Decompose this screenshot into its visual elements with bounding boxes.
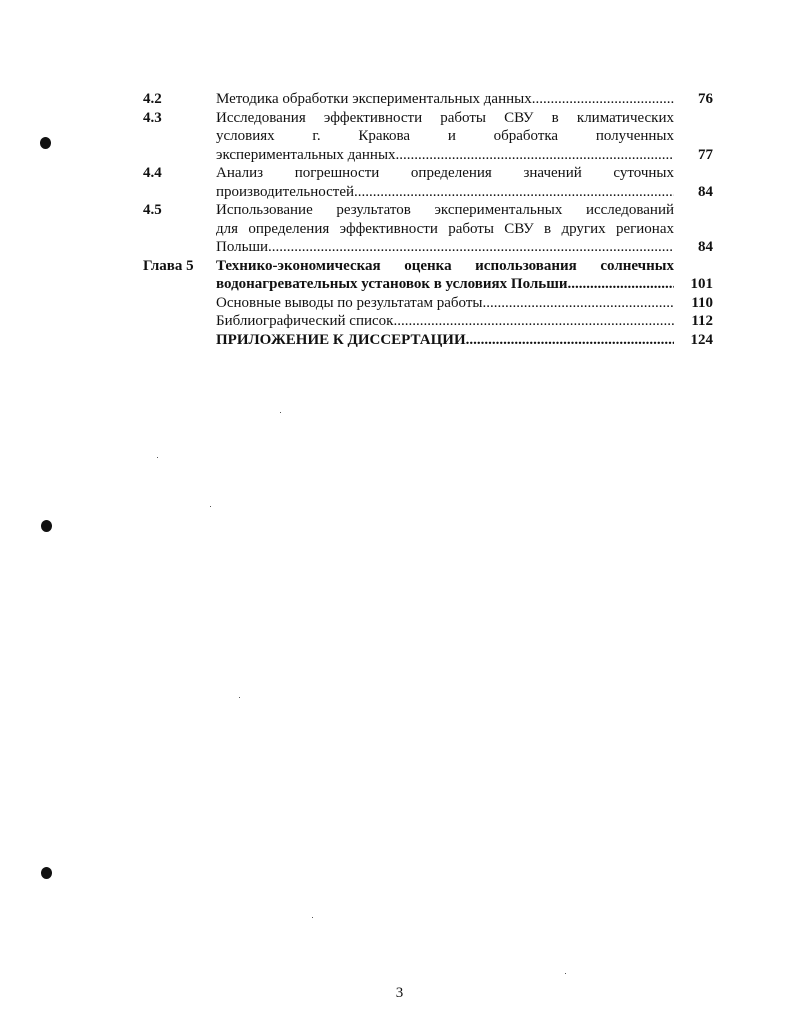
toc-leader-dots	[482, 294, 674, 313]
toc-entry-page: 76	[698, 91, 713, 107]
toc-title-last-line	[216, 146, 674, 165]
toc-leader-dots	[354, 183, 674, 202]
toc-title-last-line	[216, 331, 674, 350]
toc-entry-number: 4.5	[143, 202, 162, 218]
toc-leader-dots	[532, 90, 674, 109]
page-number: 3	[395, 985, 404, 1001]
toc-title-text: Польши	[216, 239, 269, 255]
toc-entry-page: 110	[691, 294, 713, 311]
toc-title-text: водонагревательных установок в условиях Польши	[216, 276, 568, 292]
toc-leader-dots	[568, 275, 674, 294]
toc-entry-page: 101	[690, 276, 713, 292]
toc-entry-number: 4.4	[143, 165, 162, 181]
toc-entry-title	[216, 331, 674, 350]
toc-leader-dots	[466, 331, 674, 350]
toc-entry	[143, 294, 713, 313]
toc-entry-number: 4.3	[143, 109, 162, 126]
toc-title-line: Технико-экономическая оценка использования солнечных	[216, 257, 674, 274]
toc-leader-dots	[393, 312, 674, 331]
toc-entry-title	[216, 201, 674, 257]
binder-hole-top	[40, 137, 51, 149]
toc-entry-page: 124	[690, 331, 713, 348]
toc-title-line: Исследования эффективности работы СВУ в климатических	[216, 109, 674, 126]
toc-entry-page: 84	[698, 239, 713, 255]
scan-speck	[157, 457, 158, 458]
toc-entry-title	[216, 312, 674, 331]
toc-title-line: Использование результатов экспериментальных исследований	[216, 202, 674, 218]
toc-entry	[143, 201, 713, 257]
toc-entry-title	[216, 164, 674, 201]
scan-speck	[280, 412, 281, 413]
toc-entry-page: 84	[698, 183, 713, 200]
toc-title-line: условиях г. Кракова и обработка полученных	[216, 128, 674, 144]
table-of-contents	[143, 90, 713, 349]
toc-title-last-line	[216, 312, 674, 331]
toc-title-text: производительностей	[216, 183, 355, 200]
toc-leader-dots	[396, 146, 674, 165]
toc-title-text: Методика обработки экспериментальных данных	[216, 91, 532, 107]
toc-entry-title	[216, 294, 674, 313]
toc-title-text: ПРИЛОЖЕНИЕ К ДИССЕРТАЦИИ	[216, 331, 466, 348]
scan-speck	[565, 973, 566, 974]
toc-entry-number: 4.2	[143, 91, 162, 107]
toc-title-line: для определения эффективности работы СВУ в других регионах	[216, 220, 674, 237]
toc-leader-dots	[268, 238, 674, 257]
scan-speck	[210, 506, 211, 507]
toc-title-text: экспериментальных данных	[216, 146, 396, 163]
scan-speck	[312, 917, 313, 918]
toc-entry	[143, 312, 713, 331]
scan-speck	[239, 697, 240, 698]
toc-title-text: Библиографический список	[216, 313, 394, 329]
binder-hole-bottom	[41, 867, 52, 879]
toc-entry-number: Глава 5	[143, 257, 194, 274]
toc-entry-title	[216, 90, 674, 109]
toc-title-line: Анализ погрешности определения значений суточных	[216, 165, 674, 181]
toc-entry-title	[216, 109, 674, 165]
toc-entry	[143, 257, 713, 294]
toc-title-last-line	[216, 238, 674, 257]
toc-entry	[143, 90, 713, 109]
toc-title-last-line	[216, 275, 674, 294]
toc-title-last-line	[216, 294, 674, 313]
toc-entry	[143, 164, 713, 201]
toc-entry-page: 112	[691, 313, 713, 329]
toc-title-text: Основные выводы по результатам работы	[216, 294, 483, 311]
binder-hole-middle	[41, 520, 52, 532]
toc-title-last-line	[216, 90, 674, 109]
toc-entry	[143, 331, 713, 350]
toc-entry-title	[216, 257, 674, 294]
toc-entry-page: 77	[698, 146, 713, 163]
toc-title-last-line	[216, 183, 674, 202]
toc-entry	[143, 109, 713, 165]
